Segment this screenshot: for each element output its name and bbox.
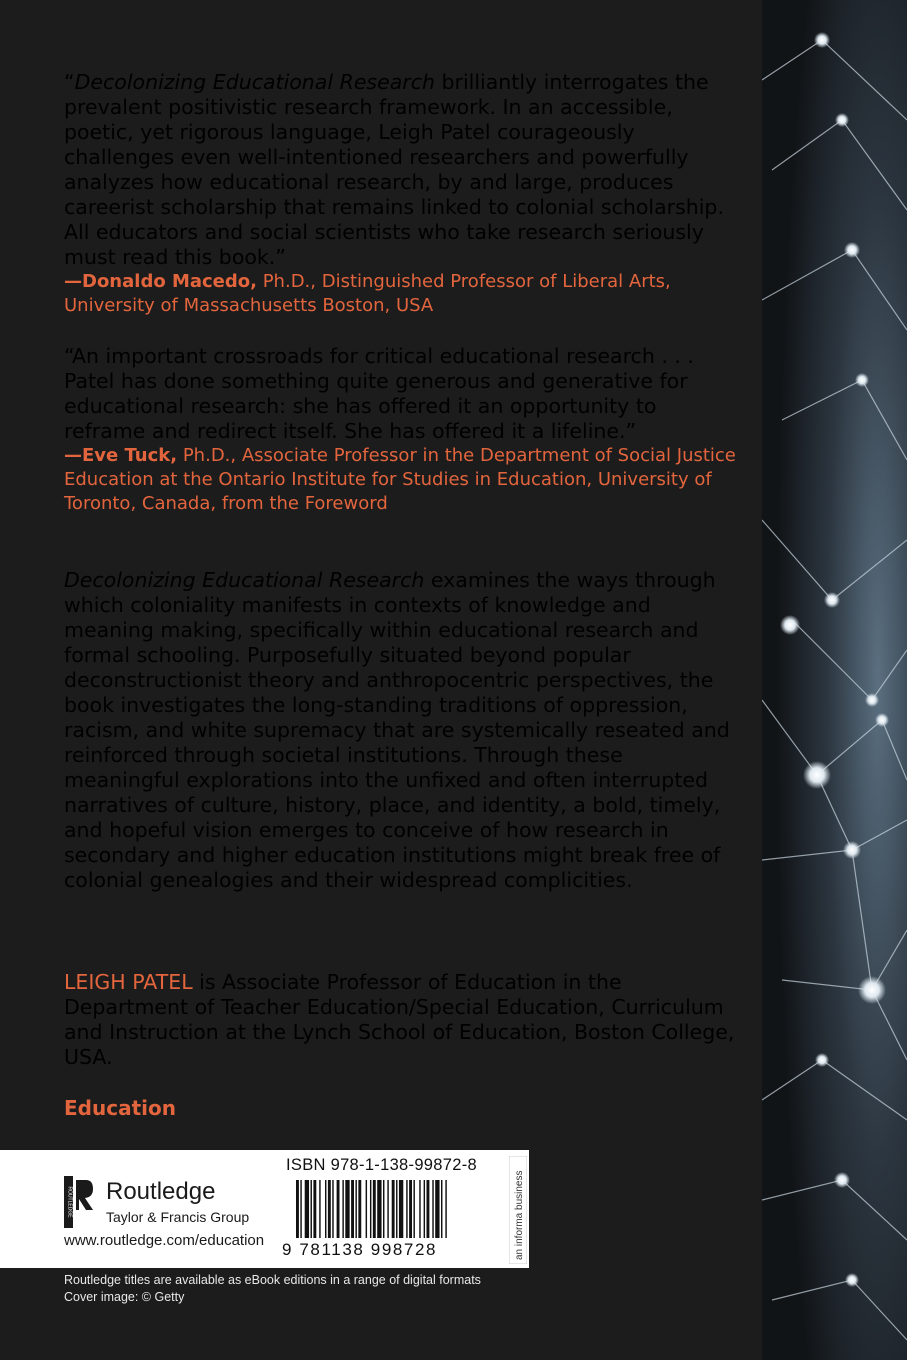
barcode-digits: 9 781138 998728	[282, 1240, 438, 1259]
barcode-bar	[396, 1180, 397, 1238]
barcode-bar	[313, 1180, 316, 1238]
quote-1-affiliation: Ph.D., Distinguished Professor of Liberal Arts, University of Massachusetts Boston, USA	[64, 271, 671, 316]
barcode-bar	[406, 1180, 407, 1238]
bio-body: is Associate Professor of Education in the Department of Teacher Education/Special Education, Curriculum and Instruction at the Lynch School of Education, Boston College, USA.	[64, 970, 735, 1069]
barcode-bar	[305, 1180, 309, 1238]
barcode-bar	[435, 1180, 439, 1238]
barcode-bar	[370, 1180, 371, 1238]
description-text	[64, 568, 744, 893]
barcode-bar	[413, 1180, 414, 1238]
informa-text: an informa business	[514, 1170, 525, 1260]
quote-1-open-mark: “	[64, 70, 75, 94]
book-description	[64, 568, 744, 893]
barcode-bar	[366, 1180, 367, 1238]
quote-1-book-title: Decolonizing Educational Research	[74, 70, 435, 94]
barcode-bar	[424, 1180, 425, 1238]
barcode-bar	[342, 1180, 343, 1238]
barcode-bar	[441, 1180, 442, 1238]
barcode-bar	[332, 1180, 333, 1238]
bio-text	[64, 970, 744, 1070]
routledge-logo-icon	[64, 1176, 94, 1228]
quote-1-text	[64, 70, 744, 270]
publisher-group: Taylor & Francis Group	[106, 1209, 250, 1225]
barcode-bar	[319, 1180, 320, 1238]
barcode-bar	[377, 1180, 381, 1238]
barcode-bar	[392, 1180, 395, 1238]
barcode-bar	[399, 1180, 403, 1238]
description-body: examines the ways through which coloniality manifests in contexts of knowledge and meaning making, specifically within educational research and formal schooling. Purposefully situated beyond popular deconstructionist theory and anthropocentric perspectives, the book investigates the long-standing traditions of oppression, racism, and white supremacy that are systemically reseated and reinforced through societal institutions. Through these meaningful explorations into the unfixed and often interrupted narratives of culture, history, place, and identity, a bold, timely, and hopeful vision emerges to conceive of how research in secondary and higher education institutions might break free of colonial genealogies and their widespread complicities.	[64, 568, 730, 892]
barcode-bar	[355, 1180, 356, 1238]
barcode-bar	[432, 1180, 433, 1238]
barcode-bar	[358, 1180, 361, 1238]
cover-credit: Cover image: © Getty	[64, 1290, 185, 1304]
network-cover-image	[762, 0, 907, 1360]
quote-2-affiliation: Ph.D., Associate Professor in the Department of Social Justice Education at the Ontario Institute for Studies in Education, University of Toronto, Canada, from the Foreword	[64, 445, 736, 514]
description-book-title: Decolonizing Educational Research	[64, 568, 425, 592]
ebook-note: Routledge titles are available as eBook editions in a range of digital formats	[64, 1273, 481, 1287]
barcode-bar	[373, 1180, 376, 1238]
barcode-bar	[409, 1180, 412, 1238]
endorsement-quote-1	[64, 70, 744, 318]
quote-1-attribution	[64, 270, 744, 318]
isbn-label: ISBN 978-1-138-99872-8	[286, 1156, 477, 1174]
network-graphic	[762, 0, 907, 1360]
barcode-bar	[351, 1180, 354, 1238]
quote-1-body: brilliantly interrogates the prevalent positivistic research framework. In an accessible, poetic, yet rigorous language, Leigh Patel courageously challenges even well-intentioned researchers and powerfully analyzes how educational research, by and large, produces careerist scholarship that remains linked to colonial scholarship. All educators and social scientists who take research seriously must read this book.”	[64, 70, 724, 269]
subject-category: Education	[64, 1096, 176, 1120]
barcode-bar	[419, 1180, 420, 1238]
barcode-bar	[325, 1180, 326, 1238]
quote-2-attribution	[64, 444, 744, 516]
quote-2-text: “An important crossroads for critical educational research . . . Patel has done something quite generous and generative for educational research: she has offered it an opportunity to reframe and redirect itself. She has offered it a lifeline.”	[64, 344, 694, 443]
quote-2-author: —Eve Tuck,	[64, 445, 178, 466]
barcode-bar	[387, 1180, 388, 1238]
publisher-url[interactable]: www.routledge.com/education	[64, 1232, 265, 1249]
bio-author-name: LEIGH PATEL	[64, 970, 193, 994]
informa-business-tag	[509, 1156, 527, 1264]
barcode-bar	[383, 1180, 384, 1238]
barcode-bar	[300, 1180, 301, 1238]
logo-vertical-text: ROUTLEDGE	[66, 1186, 73, 1218]
barcode-bar	[311, 1180, 312, 1238]
barcode-bar	[345, 1180, 349, 1238]
author-bio	[64, 970, 744, 1070]
barcode-bar	[427, 1180, 430, 1238]
endorsement-quote-2	[64, 344, 744, 516]
publisher-name: Routledge	[106, 1178, 216, 1205]
footnote	[64, 1272, 481, 1306]
barcode-bar	[296, 1180, 299, 1238]
barcode-bar	[337, 1180, 340, 1238]
barcode-icon	[296, 1180, 496, 1238]
barcode-bar	[328, 1180, 331, 1238]
quote-1-author: —Donaldo Macedo,	[64, 271, 257, 292]
barcode-bar	[445, 1180, 446, 1238]
